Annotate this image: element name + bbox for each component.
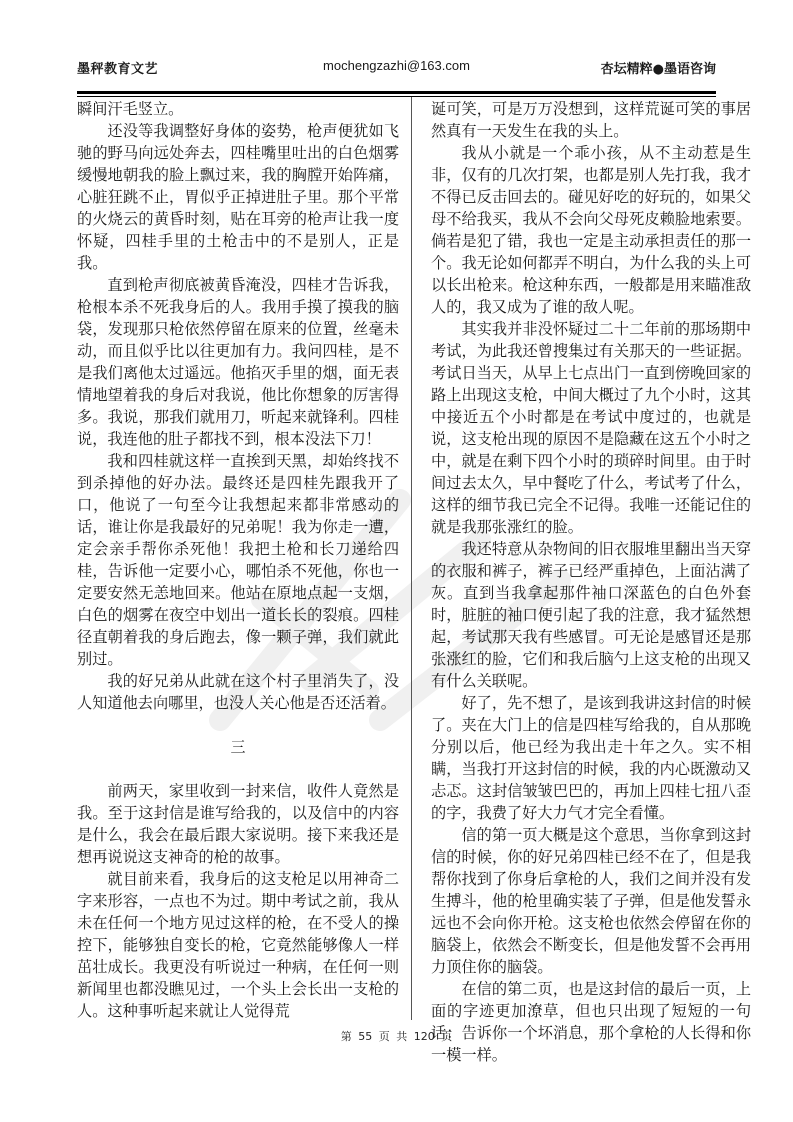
column-divider bbox=[411, 97, 412, 1020]
right-column bbox=[431, 98, 751, 1066]
header-email: mochengzazhi@163.com bbox=[323, 58, 470, 73]
paragraph: 我和四桂就这样一直挨到天黑，却始终找不到杀掉他的好办法。最终还是四桂先跟我开了口，他说了一句至今让我想起来都非常感动的话，谁让你是我最好的兄弟呢！我为你走一遭，定会亲手帮你杀死他！我把土枪和长刀递给四桂，告诉他一定要小心，哪怕杀不死他，你也一定要安然无恙地回来。他站在原地点起一支烟，白色的烟雾在夜空中划出一道长长的裂痕。四桂径直朝着我的身后跑去，像一颗子弹，我们就此别过。 bbox=[77, 452, 399, 668]
header-brand: 墨秤教育文艺 bbox=[77, 62, 159, 77]
paragraph: 就目前来看，我身后的这支枪足以用神奇二字来形容，一点也不为过。期中考试之前，我从未在任何一个地方见过这样的枪，在不受人的操控下，能够独自变长的枪，它竟然能够像人一样茁壮成长。我更没有听说过一种病，在任何一则新闻里也都没瞧见过，一个头上会长出一支枪的人。这种事听起来就让人觉得荒 bbox=[77, 870, 399, 1020]
paragraph: 在信的第二页，也是这封信的最后一页，上面的字迹更加潦草，但也只出现了短短的一句话：告诉你一个坏消息，那个拿枪的人长得和你一模一样。 bbox=[431, 980, 751, 1064]
paragraph: 好了，先不想了，是该到我讲这封信的时候了。夹在大门上的信是四桂写给我的，自从那晚分别以后，他已经为我出走十年之久。实不相瞒，当我打开这封信的时候，我的内心既激动又忐忑。这封信皱皱巴巴的，再加上四桂七扭八歪的字，我费了好大力气才完全看懂。 bbox=[431, 694, 751, 822]
paragraph: 前两天，家里收到一封来信，收件人竟然是我。至于这封信是谁写给我的，以及信中的内容是什么，我会在最后跟大家说明。接下来我还是想再说说这支神奇的枪的故事。 bbox=[77, 782, 399, 866]
paragraph: 其实我并非没怀疑过二十二年前的那场期中考试，为此我还曾搜集过有关那天的一些证据。考试日当天，从早上七点出门一直到傍晚回家的路上出现这支枪，中间大概过了九个小时，这其中接近五个小时都是在考试中度过的，也就是说，这支枪出现的原因不是隐藏在这五个小时之中，就是在剩下四个小时的琐碎时间里。由于时间过去太久，早中餐吃了什么，考试考了什么，这样的细节我已完全不记得。我唯一还能记住的就是我那张涨红的脸。 bbox=[431, 320, 751, 536]
paragraph: 诞可笑，可是万万没想到，这样荒诞可笑的事居然真有一天发生在我的头上。 bbox=[431, 100, 751, 140]
paragraph: 直到枪声彻底被黄昏淹没，四桂才告诉我，枪根本杀不死我身后的人。我用手摸了摸我的脑袋，发现那只枪依然停留在原来的位置，丝毫未动，而且似乎比以往更加有力。我问四桂，是不是我们离他太过遥远。他掐灭手里的烟，面无表情地望着我的身后对我说，他比你想象的厉害得多。我说，那我们就用刀，听起来就锋利。四桂说，我连他的肚子都找不到，根本没法下刀！ bbox=[77, 276, 399, 448]
header-tagline: 杏坛精粹●墨语咨询 bbox=[600, 62, 716, 77]
paragraph: 我还特意从杂物间的旧衣服堆里翻出当天穿的衣服和裤子，裤子已经严重掉色，上面沾满了灰。直到当我拿起那件袖口深蓝色的白色外套时，脏脏的袖口便引起了我的注意，我才猛然想起，考试那天我有些感冒。可无论是感冒还是那张涨红的脸，它们和我后脑勺上这支枪的出现又有什么关联呢。 bbox=[431, 540, 751, 690]
page-number: 第 55 页 共 120 页 bbox=[340, 1030, 453, 1043]
section-heading: 三 bbox=[230, 738, 246, 756]
paragraph: 信的第一页大概是这个意思，当你拿到这封信的时候，你的好兄弟四桂已经不在了，但是我帮你找到了你身后拿枪的人，我们之间并没有发生搏斗，他的枪里确实装了子弹，但是他发誓永远也不会向你开枪。这支枪也依然会停留在你的脑袋上，依然会不断变长，但是他发誓不会再用力顶住你的脑袋。 bbox=[431, 826, 751, 976]
page-header bbox=[77, 58, 716, 78]
header-rule-thick bbox=[77, 91, 716, 94]
paragraph: 瞬间汗毛竖立。 bbox=[77, 100, 184, 118]
paragraph: 还没等我调整好身体的姿势，枪声便犹如飞驰的野马向远处奔去，四桂嘴里吐出的白色烟雾缓慢地朝我的脸上飘过来，我的胸膛开始阵痛，心脏狂跳不止，胃似乎正掉进肚子里。那个平常的火烧云的黄昏时刻，贴在耳旁的枪声让我一度怀疑，四桂手里的土枪击中的不是别人，正是我。 bbox=[77, 122, 399, 272]
header-rule-thin bbox=[77, 96, 716, 97]
paragraph: 我的好兄弟从此就在这个村子里消失了，没人知道他去向哪里，也没人关心他是否还活着。 bbox=[77, 672, 399, 712]
paragraph: 我从小就是一个乖小孩，从不主动惹是生非，仅有的几次打架，也都是别人先打我，我才不得已反击回去的。碰见好吃的好玩的，如果父母不给我买，我从不会向父母死皮赖脸地索要。倘若是犯了错，我也一定是主动承担责任的那一个。我无论如何都弄不明白，为什么我的头上可以长出枪来。枪这种东西，一般都是用来瞄准敌人的，我又成为了谁的敌人呢。 bbox=[431, 144, 751, 316]
left-column bbox=[77, 98, 399, 1022]
